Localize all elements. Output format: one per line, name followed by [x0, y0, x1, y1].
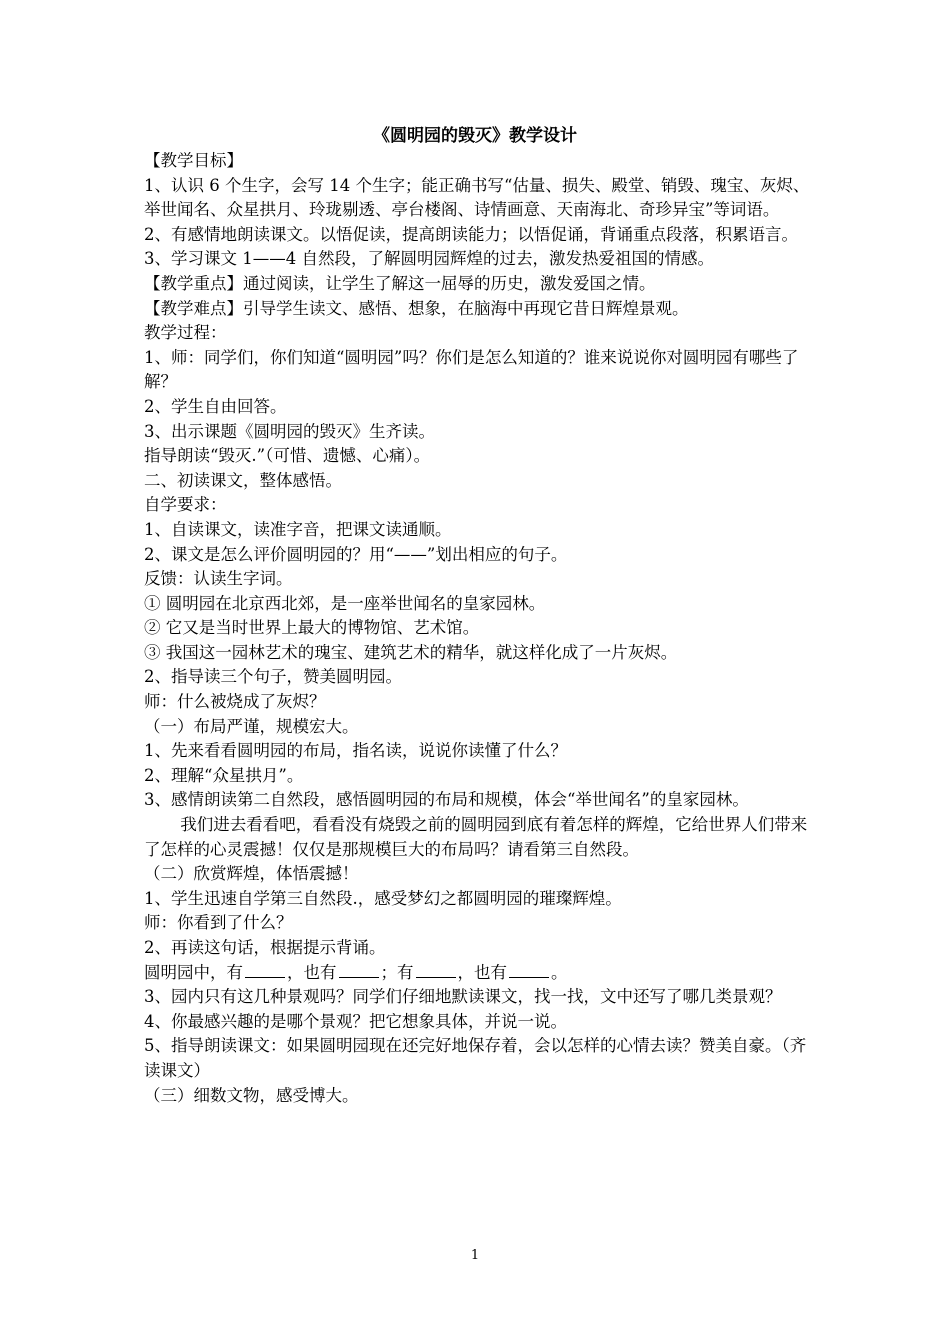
fill-blank-suffix: 。 [551, 962, 568, 982]
paragraph-layout-1: 1、先来看看圆明园的布局，指名读，说说你读懂了什么？ [144, 741, 567, 761]
paragraph-layout-2: 2、理解“众星拱月”。 [144, 765, 304, 785]
paragraph-guide-reading: 指导朗读“毁灭.”（可惜、遗憾、心痛）。 [144, 446, 431, 466]
paragraph-splendor-3: 3、园内只有这几种景观吗？同学们仔细地默读课文，找一找，文中还写了哪几类景观？ [144, 987, 782, 1007]
fill-blank-mid-1: ，也有 [287, 962, 337, 982]
section-heading-first-reading: 二、初读课文，整体感悟。 [144, 470, 342, 490]
subsection-heading-splendor: （二）欣赏辉煌，体悟震撼！ [144, 864, 359, 884]
paragraph-sentence-1: ① 圆明园在北京西北郊，是一座举世闻名的皇家园林。 [144, 593, 546, 613]
paragraph-splendor-1: 1、学生迅速自学第三自然段.，感受梦幻之都圆明园的璀璨辉煌。 [144, 888, 622, 908]
subsection-heading-layout: （一）布局严谨，规模宏大。 [144, 716, 359, 736]
blank-line [339, 961, 379, 978]
section-heading-objectives: 【教学目标】 [144, 151, 243, 170]
paragraph-self-study-1: 1、自读课文，读准字音，把课文读通顺。 [144, 519, 452, 539]
paragraph-transition: 我们进去看看吧，看看没有烧毁之前的圆明园到底有着怎样的辉煌，它给世界人们带来了怎样的心灵震撼！仅仅是那规模巨大的布局吗？请看第三自然段。 [144, 815, 808, 859]
paragraph-teacher-see: 师：你看到了什么？ [144, 913, 293, 933]
paragraph-process-3: 3、出示课题《圆明园的毁灭》生齐读。 [144, 421, 435, 441]
paragraph-process-2: 2、学生自由回答。 [144, 396, 287, 416]
blank-line [509, 961, 549, 978]
fill-blank-mid-2: ；有 [380, 962, 414, 982]
paragraph-splendor-4: 4、你最感兴趣的是哪个景观？把它想象具体，并说一说。 [144, 1011, 567, 1031]
paragraph-objective-1: 1、认识 6 个生字，会写 14 个生字；能正确书写“估量、损失、殿堂、销毁、瑰宝、灰烬、举世闻名、众星拱月、玲珑剔透、亭台楼阁、诗情画意、天南海北、奇珍异宝”等词语。 [144, 175, 810, 220]
paragraph-key-point: 【教学重点】通过阅读，让学生了解这一屈辱的历史，激发爱国之情。 [144, 273, 656, 293]
paragraph-splendor-5: 5、指导朗读课文：如果圆明园现在还完好地保存着，会以怎样的心情去读？赞美自豪。（齐读课文） [144, 1036, 807, 1080]
document-title: 《圆明园的毁灭》教学设计 [373, 126, 577, 146]
page-number: 1 [470, 1248, 480, 1263]
document-body [144, 149, 812, 1108]
fill-blank-mid-3: ，也有 [457, 962, 507, 982]
fill-blank-prefix: 圆明园中，有 [144, 962, 243, 982]
paragraph-process-1: 1、师：同学们，你们知道“圆明园”吗？你们是怎么知道的？谁来说说你对圆明园有哪些了解？ [144, 347, 799, 392]
paragraph-sentence-3: ③ 我国这一园林艺术的瑰宝、建筑艺术的精华，就这样化成了一片灰烬。 [144, 642, 678, 662]
section-heading-process: 教学过程： [144, 323, 227, 343]
paragraph-self-study: 自学要求： [144, 495, 227, 515]
subsection-heading-relics: （三）细数文物，感受博大。 [144, 1085, 359, 1105]
paragraph-teacher-question: 师：什么被烧成了灰烬？ [144, 692, 326, 712]
paragraph-objective-2: 2、有感情地朗读课文。以悟促读，提高朗读能力；以悟促诵，背诵重点段落，积累语言。 [144, 224, 798, 244]
paragraph-guide-three: 2、指导读三个句子，赞美圆明园。 [144, 667, 402, 687]
paragraph-sentence-2: ② 它又是当时世界上最大的博物馆、艺术馆。 [144, 618, 480, 638]
paragraph-difficulty: 【教学难点】引导学生读文、感悟、想象，在脑海中再现它昔日辉煌景观。 [144, 298, 689, 318]
paragraph-fill-blank [144, 961, 812, 986]
paragraph-self-study-2: 2、课文是怎么评价圆明园的？用“——”划出相应的句子。 [144, 544, 568, 564]
paragraph-splendor-2: 2、再读这句话，根据提示背诵。 [144, 938, 386, 957]
blank-line [416, 961, 456, 978]
paragraph-feedback: 反馈：认读生字词。 [144, 569, 293, 589]
paragraph-layout-3: 3、感情朗读第二自然段，感悟圆明园的布局和规模，体会“举世闻名”的皇家园林。 [144, 790, 749, 810]
paragraph-objective-3: 3、学习课文 1——4 自然段，了解圆明园辉煌的过去，激发热爱祖国的情感。 [144, 249, 714, 269]
blank-line [245, 961, 285, 978]
